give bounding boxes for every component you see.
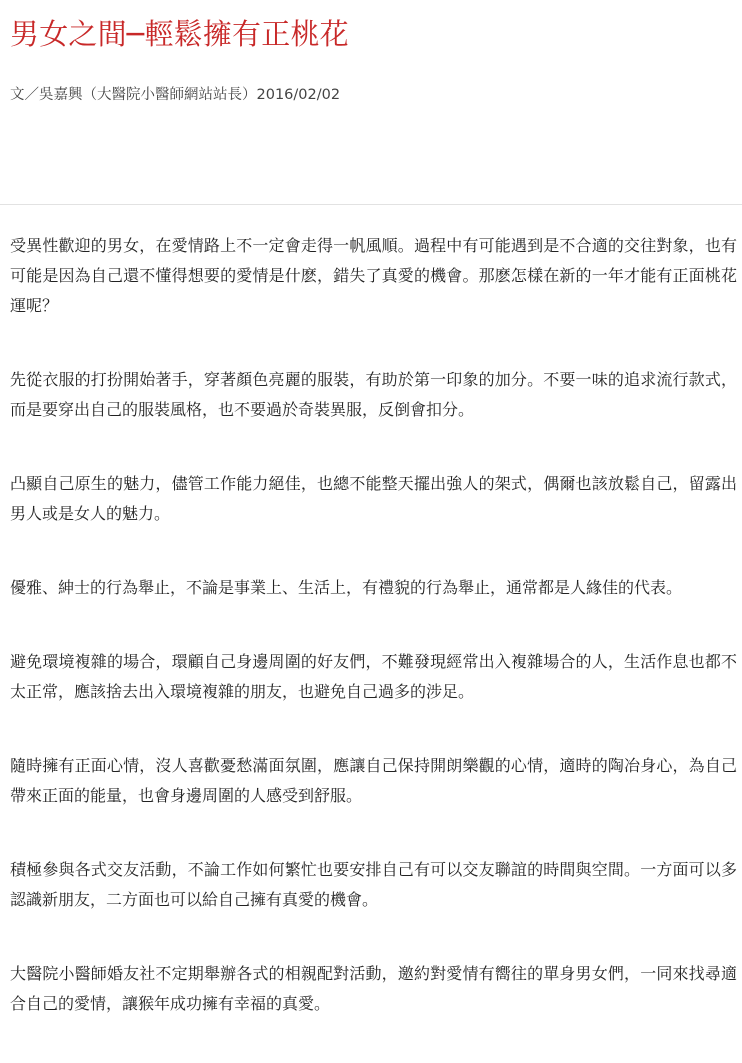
paragraph: 避免環境複雜的場合，環顧自己身邊周圍的好友們，不難發現經常出入複雜場合的人，生活作息也都不太正常，應該捨去出入環境複雜的朋友，也避免自己過多的涉足。 xyxy=(10,652,737,701)
paragraph: 大醫院小醫師婚友社不定期舉辦各式的相親配對活動，邀約對愛情有嚮往的單身男女們，一同來找尋適合自己的愛情，讓猴年成功擁有幸福的真愛。 xyxy=(10,964,737,1013)
article-byline: 文／吳嘉興（大醫院小醫師網站站長）2016/02/02 xyxy=(10,87,341,103)
paragraph: 先從衣服的打扮開始著手，穿著顏色亮麗的服裝，有助於第一印象的加分。不要一味的追求流行款式，而是要穿出自己的服裝風格，也不要過於奇裝異服，反倒會扣分。 xyxy=(10,370,737,419)
divider xyxy=(0,204,742,205)
article-title: 男女之間─輕鬆擁有正桃花 xyxy=(10,17,349,51)
paragraph: 積極參與各式交友活動，不論工作如何繁忙也要安排自己有可以交友聯誼的時間與空間。一方面可以多認識新朋友，二方面也可以給自己擁有真愛的機會。 xyxy=(10,860,737,909)
paragraph: 凸顯自己原生的魅力，儘管工作能力絕佳，也總不能整天擺出強人的架式，偶爾也該放鬆自己，留露出男人或是女人的魅力。 xyxy=(10,474,737,523)
paragraph: 優雅、紳士的行為舉止，不論是事業上、生活上，有禮貌的行為舉止，通常都是人緣佳的代表。 xyxy=(10,578,683,597)
paragraph: 隨時擁有正面心情，沒人喜歡憂愁滿面氛圍，應讓自己保持開朗樂觀的心情，適時的陶冶身心，為自己帶來正面的能量，也會身邊周圍的人感受到舒服。 xyxy=(10,756,737,805)
paragraph: 受異性歡迎的男女，在愛情路上不一定會走得一帆風順。過程中有可能遇到是不合適的交往對象，也有可能是因為自己還不懂得想要的愛情是什麽，錯失了真愛的機會。那麽怎樣在新的一年才能有正面桃花運呢？ xyxy=(10,236,737,315)
article-body xyxy=(10,231,737,1063)
